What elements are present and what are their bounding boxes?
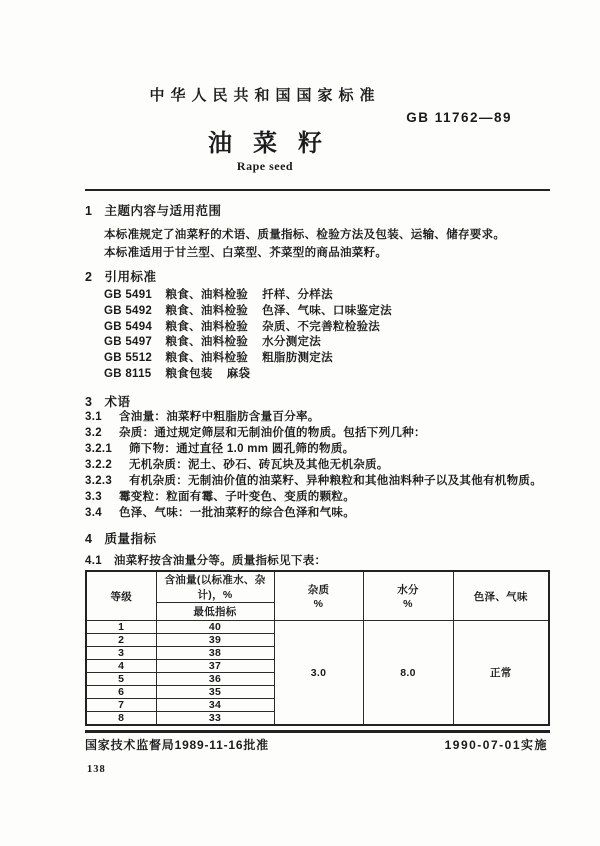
reference-method: 杂质、不完善粒检验法	[262, 320, 381, 333]
reference-row	[104, 320, 392, 336]
grade-cell: 1	[86, 621, 156, 634]
oil-min-cell: 40	[156, 621, 274, 634]
reference-list	[104, 288, 392, 383]
reference-method: 色泽、气味、口味鉴定法	[262, 304, 392, 317]
term-number: 3.3	[85, 491, 102, 503]
reference-row	[104, 351, 392, 367]
reference-code: GB 5512	[104, 352, 153, 365]
term-row	[85, 441, 542, 457]
implementation-text: 1990-07-01实施	[444, 738, 548, 752]
section-3-heading	[85, 392, 130, 410]
reference-category: 粮食、油料检验	[165, 320, 249, 333]
grade-cell: 8	[86, 712, 156, 726]
term-row	[85, 409, 542, 425]
term-list	[85, 409, 542, 521]
moisture-value-cell: 8.0	[363, 621, 453, 726]
grade-cell: 7	[86, 699, 156, 712]
grade-cell: 4	[86, 660, 156, 673]
clause-4-1	[85, 552, 326, 568]
color-odor-value-cell: 正常	[453, 621, 549, 726]
oil-min-cell: 34	[156, 699, 274, 712]
color-odor-header-cell: 色泽、气味	[453, 571, 549, 621]
impurity-unit-label: %	[313, 598, 324, 610]
clause-text: 油菜籽按含油量分等。质量指标见下表：	[113, 555, 327, 567]
term-number: 3.2	[85, 427, 102, 439]
reference-category: 粮食、油料检验	[165, 304, 249, 317]
section-title: 引用标准	[104, 270, 157, 284]
term-row	[85, 425, 542, 441]
reference-code: GB 5491	[104, 289, 153, 301]
term-row	[85, 473, 542, 489]
term-row	[85, 505, 542, 521]
term-text: 有机杂质：无制油价值的油菜籽、异种粮粒和其他油料种子以及其他有机物质。	[129, 475, 542, 487]
reference-method: 水分测定法	[262, 336, 322, 349]
reference-method: 粗脂肪测定法	[262, 352, 333, 365]
grade-header-cell: 等级	[86, 571, 156, 621]
moisture-header-label: 水分	[397, 584, 419, 596]
reference-code: GB 8115	[104, 367, 152, 380]
section-number: 4	[85, 532, 93, 546]
section-title: 术语	[104, 395, 131, 409]
reference-code: GB 5492	[104, 304, 153, 317]
term-number: 3.2.1	[85, 443, 113, 455]
reference-category: 粮食、油料检验	[165, 289, 249, 301]
quality-table-container	[85, 570, 550, 726]
reference-row	[104, 335, 392, 351]
reference-category: 粮食、油料检验	[165, 352, 249, 365]
section-2-heading	[85, 267, 156, 285]
term-row	[85, 489, 542, 505]
clause-number: 4.1	[85, 555, 102, 567]
oil-min-cell: 36	[156, 673, 274, 686]
term-number: 3.1	[85, 411, 102, 423]
section-1-heading	[85, 201, 221, 219]
reference-category: 粮食、油料检验	[165, 336, 249, 349]
page-number: 138	[87, 764, 106, 775]
scope-paragraph: 本标准适用于甘兰型、白菜型、芥菜型的商品油菜籽。	[104, 247, 388, 259]
table-row	[86, 621, 549, 634]
quality-table	[85, 570, 550, 726]
term-row	[85, 457, 542, 473]
oil-min-header-cell: 最低指标	[156, 603, 274, 621]
title-char: 菜	[253, 130, 277, 157]
section-title: 质量指标	[104, 532, 157, 546]
impurity-header-label: 杂质	[307, 584, 330, 596]
section-4-heading	[85, 529, 156, 547]
section-number: 3	[85, 395, 93, 409]
title-char: 油	[208, 130, 232, 157]
grade-cell: 3	[86, 647, 156, 660]
term-number: 3.2.2	[85, 459, 113, 471]
reference-row	[104, 288, 392, 304]
term-text: 无机杂质：泥土、砂石、砖瓦块及其他无机杂质。	[129, 459, 389, 471]
scope-paragraph: 本标准规定了油菜籽的术语、质量指标、检验方法及包装、运输、储存要求。	[104, 229, 506, 241]
footer-rule	[85, 730, 550, 733]
reference-method: 扦样、分样法	[262, 289, 333, 301]
section-title: 主题内容与适用范围	[104, 204, 222, 218]
term-text: 色泽、气味：一批油菜籽的综合色泽和气味。	[119, 507, 355, 519]
oil-min-cell: 38	[156, 647, 274, 660]
reference-category: 粮食包装	[165, 367, 213, 380]
title-char: 籽	[298, 130, 322, 157]
document-subtitle: Rape seed	[236, 159, 294, 173]
section-number: 1	[85, 204, 93, 218]
document-title	[0, 123, 530, 158]
oil-min-cell: 33	[156, 712, 274, 726]
standard-code: GB 11762—89	[406, 110, 512, 125]
term-text: 筛下物：通过直径 1.0 mm 圆孔筛的物质。	[129, 443, 355, 455]
term-number: 3.4	[85, 507, 102, 519]
reference-row	[104, 304, 392, 320]
grade-cell: 2	[86, 634, 156, 647]
impurity-header-cell	[274, 571, 363, 621]
header-rule	[85, 189, 550, 191]
grade-cell: 5	[86, 673, 156, 686]
term-number: 3.2.3	[85, 475, 113, 487]
oil-content-header-cell: 含油量(以标准水、杂计)，%	[156, 571, 274, 603]
approval-text: 国家技术监督局1989-11-16批准	[85, 738, 269, 752]
oil-min-cell: 37	[156, 660, 274, 673]
oil-min-cell: 35	[156, 686, 274, 699]
moisture-header-cell	[363, 571, 453, 621]
term-text: 杂质：通过规定筛层和无制油价值的物质。包括下列几种：	[119, 427, 426, 439]
section-number: 2	[85, 270, 93, 284]
impurity-value-cell: 3.0	[274, 621, 363, 726]
reference-code: GB 5494	[104, 320, 153, 333]
reference-method: 麻袋	[226, 367, 251, 380]
oil-min-cell: 39	[156, 634, 274, 647]
moisture-unit-label: %	[403, 598, 413, 610]
term-text: 含油量：油菜籽中粗脂肪含量百分率。	[119, 411, 320, 423]
standard-label: 中华人民共和国国家标准	[149, 87, 381, 104]
grade-cell: 6	[86, 686, 156, 699]
term-text: 霉变粒：粒面有霉、子叶变色、变质的颗粒。	[119, 491, 355, 503]
reference-code: GB 5497	[104, 336, 153, 349]
reference-row	[104, 367, 392, 383]
